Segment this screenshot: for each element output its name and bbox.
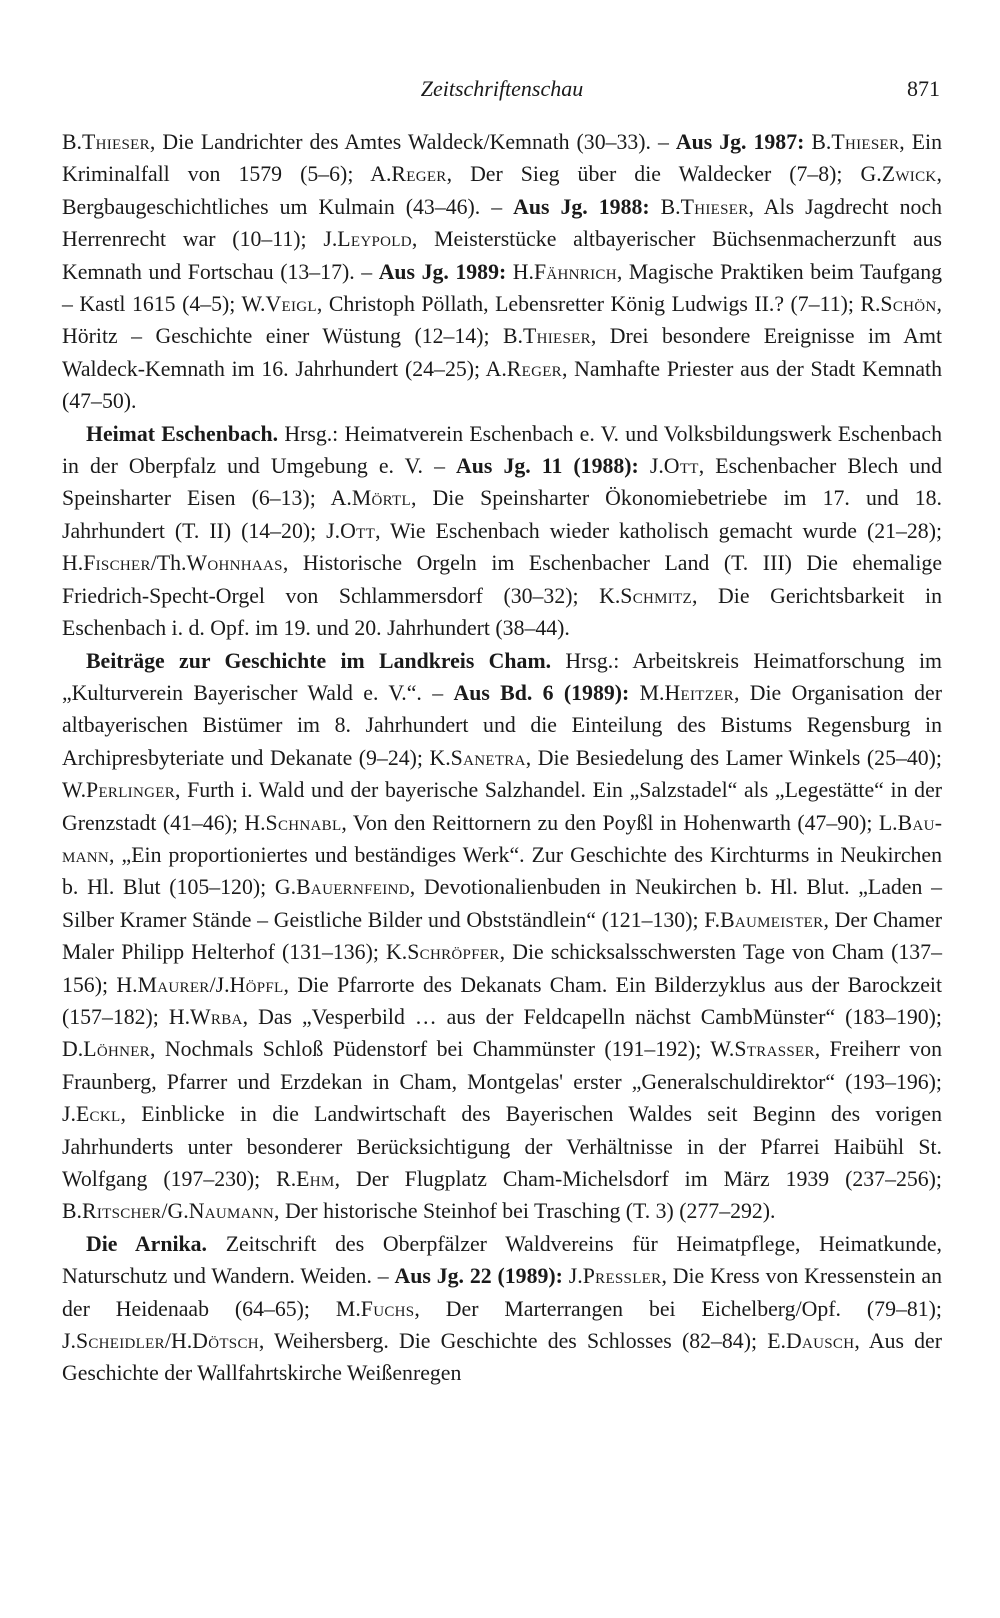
journal-entry-landkreis-cham: Beiträge zur Geschichte im Landkreis Cham. Hrsg.: Arbeitskreis Heimatforschung im „Kulturverein Bayerischer Wald e. V.“. – Aus Bd. 6 (1989): M.Heitzer, Die Organisation der altbayerischen Bistümer im 8. Jahrhundert und die Einteilung des Bistums Regensburg in Archipresbyteriate und Dekanate (9–24); K.Sanetra, Die Besiedelung des Lamer Winkels (25–40); W.Perlinger, Furth i. Wald und der bayerische Salzhandel. Ein „Salzstadel“ als „Legestätte“ in der Grenzstadt (41–46); H.Schnabl, Von den Reittornern zu den Poyßl in Hohenwarth (47–90); L.Baumann, „Ein proportioniertes und beständiges Werk“. Zur Geschichte des Kirchturms in Neukirchen b. Hl. Blut (105–120); G.Bauernfeind, Devotionalienbuden in Neukirchen b. Hl. Blut. „Laden – Silber Kramer Stände – Geistliche Bilder und Obstständlein“ (121–130); F.Baumeister, Der Chamer Maler Philipp Helterhof (131–136); K.Schröpfer, Die schicksalsschwersten Tage von Cham (137–156); H.Maurer/J.Höpfl, Die Pfarrorte des Dekanats Cham. Ein Bilderzyklus aus der Barockzeit (157–182); H.Wrba, Das „Vesperbild … aus der Feldcapelln nächst CambMünster“ (183–190); D.Löhner, Nochmals Schloß Püdenstorf bei Chammünster (191–192); W.Strasser, Freiherr von Fraunberg, Pfarrer und Erzdekan in Cham, Montgelas' erster „Generalschuldirektor“ (193–196); J.Eckl, Einblicke in die Landwirtschaft des Bayerischen Waldes seit Beginn des vorigen Jahrhunderts unter besonderer Berücksichtigung der Verhältnisse in der Pfarrei Haibühl St. Wolfgang (197–230); R.Ehm, Der Flugplatz Cham-Michelsdorf im März 1939 (237–256); B.Ritscher/G.Naumann, Der historische Steinhof bei Trasching (T. 3) (277–292). <box>62 648 942 1224</box>
author-name: Wohnhaas <box>186 551 283 576</box>
running-title: Zeitschriftenschau <box>420 76 584 101</box>
author-name: Baumeister <box>720 907 824 932</box>
volume-heading: Aus Jg. 22 (1989): <box>394 1264 563 1289</box>
author-name: Bauernfeind <box>296 875 410 900</box>
author-name: Thieser <box>522 324 591 349</box>
author-name: Ehm <box>296 1167 335 1191</box>
running-head <box>62 68 942 108</box>
author-name: Perlinger <box>86 778 176 803</box>
continued-entry: B.Thieser, Die Landrichter des Amtes Waldeck/Kemnath (30–33). – Aus Jg. 1987: B.Thieser, Ein Kriminalfall von 1579 (5–6); A.Reger, Der Sieg über die Waldecker (7–8); G.Zwick, Bergbaugeschichtliches um Kulmain (43–46). – Aus Jg. 1988: B.Thieser, Als Jagdrecht noch Herrenrecht war (10–11); J.Leypold, Meisterstücke altbayerischer Büchsenmacherzunft aus Kemnath und Fortschau (13–17). – Aus Jg. 1989: H.Fähnrich, Magische Praktiken beim Taufgang – Kastl 1615 (4–5); W.Veigl, Christoph Pöllath, Lebensretter König Ludwigs II.? (7–11); R.Schön, Höritz – Geschichte einer Wüstung (12–14); B.Thieser, Drei besondere Ereignisse im Amt Waldeck-Kemnath im 16. Jahrhundert (24–25); A.Reger, Namhafte Priester aus der Stadt Kemnath (47–50). <box>62 130 943 414</box>
volume-heading: Aus Jg. 1988: <box>513 194 650 219</box>
volume-heading: Aus Jg. 11 (1988): <box>456 454 639 479</box>
author-name: Eckl <box>75 1102 121 1127</box>
volume-heading: Aus Bd. 6 (1989): <box>453 680 630 705</box>
author-name: Schön <box>880 292 937 317</box>
author-name: Maurer <box>137 972 210 997</box>
author-name: Fischer <box>83 551 151 576</box>
journal-title: Heimat Eschenbach. <box>86 421 279 446</box>
author-name: Schnabl <box>265 810 342 835</box>
journal-entry-die-arnika: Die Arnika. Zeitschrift des Oberpfälzer Waldvereins für Heimatpflege, Heimatkunde, Naturschutz und Wandern. Weiden. – Aus Jg. 22 (1989): J.Pressler, Die Kress von Kressenstein an der Heidenaab (64–65); M.Fuchs, Der Marterrangen bei Eichelberg/Opf. (79–81); J.Scheidler/H.Dötsch, Weihersberg. Die Geschichte des Schlosses (82–84); E.Dausch, Aus der Geschichte der Wallfahrtskirche Weißenregen <box>62 1231 942 1386</box>
author-name: Baumann <box>62 810 942 867</box>
author-name: Heitzer <box>664 680 734 705</box>
author-name: Schröpfer <box>407 940 500 965</box>
author-name: Löhner <box>83 1037 150 1062</box>
author-name: Scheidler <box>75 1329 165 1354</box>
volume-heading: Aus Jg. 1989: <box>378 259 507 284</box>
author-name: Thieser <box>680 194 749 219</box>
author-name: Reger <box>506 356 562 381</box>
author-name: Dötsch <box>192 1329 259 1354</box>
body-text <box>62 126 942 1390</box>
author-name: Strasser <box>734 1037 815 1062</box>
author-name: Fähnrich <box>534 259 617 284</box>
author-name: Ott <box>340 518 376 543</box>
author-name: Wrba <box>190 1004 243 1029</box>
author-name: Sanetra <box>450 745 526 770</box>
author-name: Mörtl <box>351 486 411 511</box>
author-name: Veigl <box>265 292 317 317</box>
author-name: Pressler <box>582 1264 662 1289</box>
journal-title: Beiträge zur Geschichte im Landkreis Cham. <box>86 648 552 673</box>
author-name: Zwick <box>881 162 937 187</box>
author-name: Ott <box>663 454 699 479</box>
author-name: Dausch <box>785 1329 855 1354</box>
author-name: Naumann <box>188 1199 275 1224</box>
author-name: Höpfl <box>229 972 284 997</box>
page-number: 871 <box>907 76 940 101</box>
author-name: Thieser <box>82 130 150 154</box>
author-name: Ritscher <box>82 1199 162 1224</box>
author-name: Fuchs <box>360 1296 415 1321</box>
author-name: Reger <box>391 162 447 187</box>
journal-title: Die Arnika. <box>86 1231 208 1256</box>
author-name: Thieser <box>831 130 900 154</box>
author-name: Schmitz <box>620 583 693 608</box>
journal-entry-heimat-eschenbach: Heimat Eschenbach. Hrsg.: Heimatverein Eschenbach e. V. und Volksbildungswerk Eschenbach in der Oberpfalz und Umgebung e. V. – Aus Jg. 11 (1988): J.Ott, Eschenbacher Blech und Speinsharter Eisen (6–13); A.Mörtl, Die Speinsharter Ökonomiebetriebe im 17. und 18. Jahrhundert (T. II) (14–20); J.Ott, Wie Eschenbach wieder katholisch gemacht wurde (21–28); H.Fischer/Th.Wohnhaas, Historische Orgeln im Eschenbacher Land (T. III) Die ehemalige Friedrich-Specht-Orgel von Schlammersdorf (30–32); K.Schmitz, Die Gerichtsbarkeit in Eschenbach i. d. Opf. im 19. und 20. Jahrhundert (38–44). <box>62 421 943 641</box>
volume-heading: Aus Jg. 1987: <box>675 130 805 154</box>
author-name: Leypold <box>337 227 412 252</box>
